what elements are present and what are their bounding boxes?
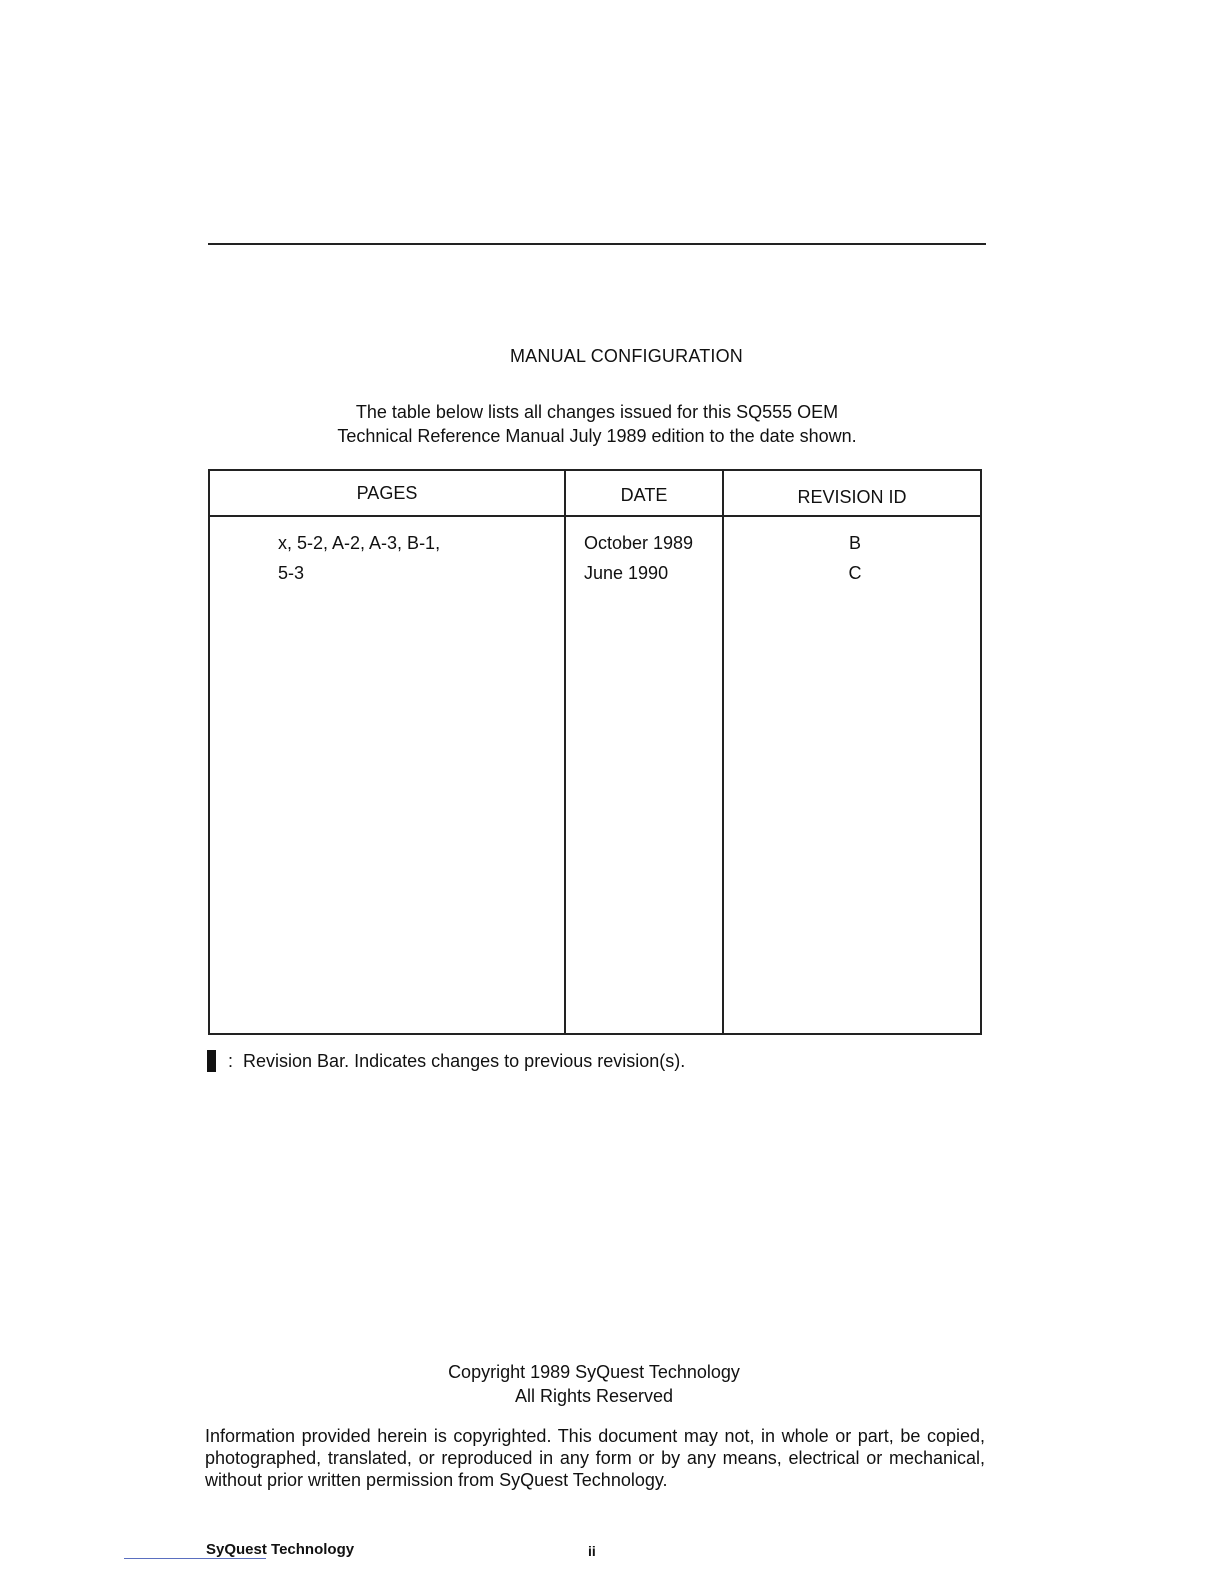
top-divider-rule xyxy=(208,243,986,245)
cell-date: June 1990 xyxy=(584,563,669,583)
intro-line-1: The table below lists all changes issued for this SQ555 OEM xyxy=(355,402,839,422)
page-title: MANUAL CONFIGURATION xyxy=(509,346,743,366)
cell-date: October 1989 xyxy=(584,533,694,553)
revision-bar-icon xyxy=(207,1050,216,1072)
rights-line: All Rights Reserved xyxy=(514,1386,674,1406)
footer-rule xyxy=(124,1558,266,1559)
cell-pages: 5-3 xyxy=(278,563,305,583)
revision-bar-legend xyxy=(207,1050,685,1072)
column-header-date: DATE xyxy=(620,485,668,505)
column-header-pages: PAGES xyxy=(356,483,418,503)
configuration-table xyxy=(208,469,982,1035)
legend-text: Revision Bar. Indicates changes to previous revision(s). xyxy=(243,1050,686,1071)
copyright-line: Copyright 1989 SyQuest Technology xyxy=(448,1362,740,1382)
copyright-block xyxy=(0,1360,1188,1408)
cell-pages: x, 5-2, A-2, A-3, B-1, xyxy=(278,533,441,553)
column-header-revision-id: REVISION ID xyxy=(797,487,907,507)
footer-company: SyQuest Technology xyxy=(206,1541,355,1558)
table-body xyxy=(210,471,980,1033)
cell-revision-id: B xyxy=(848,533,861,553)
cell-revision-id: C xyxy=(848,563,862,583)
intro-line-2: Technical Reference Manual July 1989 edition to the date shown. xyxy=(337,426,857,446)
legend-colon: : xyxy=(228,1050,234,1071)
footer-page-number: ii xyxy=(588,1543,596,1559)
intro-paragraph xyxy=(0,400,1194,448)
copyright-notice: Information provided herein is copyrighted. This document may not, in whole or part, be copied, photographed, translated, or reproduced in any form or by any means, electrical or mechanical, without prior written permission from SyQuest Technology. xyxy=(205,1426,985,1490)
